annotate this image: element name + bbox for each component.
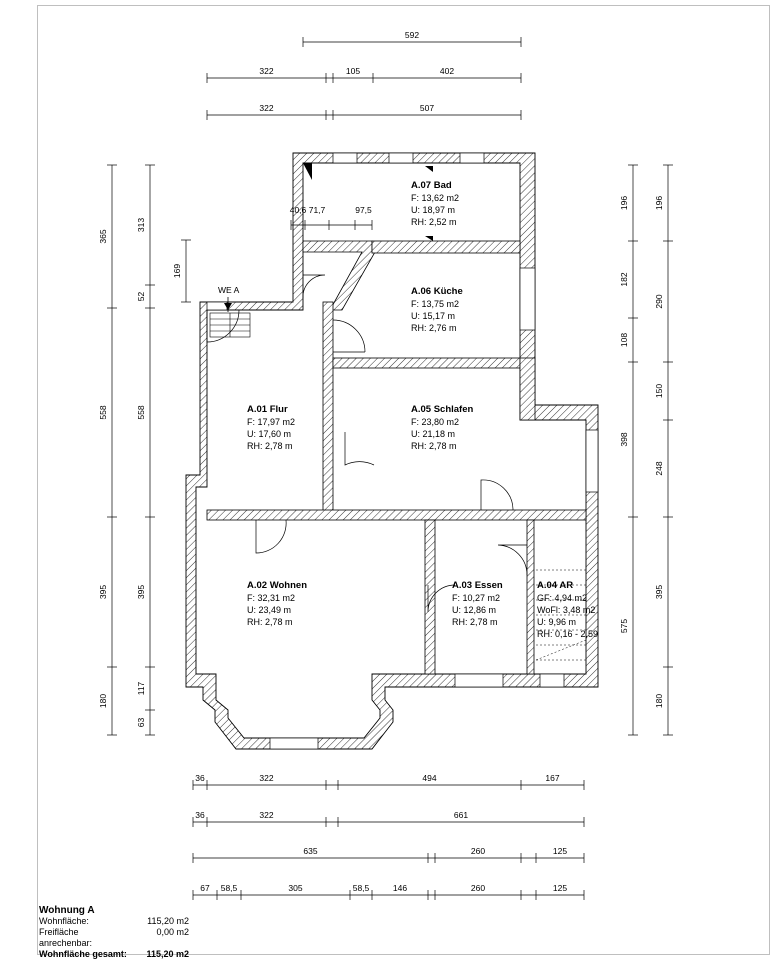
dimension-label: 58,5 [220,883,238,893]
dimension-label: 36 [195,810,205,820]
dimension-label: 290 [654,294,664,309]
dimension-label: 125 [552,883,568,893]
dimension-label: 395 [136,584,146,600]
dimension-label: 558 [98,405,108,420]
dimension-label: 150 [654,383,664,399]
dimension-label: 58,5 [352,883,370,893]
room-perimeter: U: 21,18 m [411,429,456,439]
dimension-label: 305 [288,883,303,893]
summary-value: 115,20 m2 [147,916,189,926]
room-perimeter: U: 15,17 m [411,311,456,321]
room-name: A.06 Küche [411,286,463,297]
summary-label: Freifläche anrechenbar: [39,927,93,948]
dimension-label: 180 [654,693,664,709]
room-height: RH: 2,78 m [247,617,293,627]
dimension-label: 196 [619,195,629,211]
summary-value: 0,00 m2 [156,927,189,937]
dimension-label: 108 [619,332,629,348]
dimension-label: 575 [619,618,629,634]
room-name: A.03 Essen [452,580,503,591]
dimension-label: 117 [136,681,146,696]
room-name: A.01 Flur [247,404,288,415]
dimension-label: 494 [422,773,437,783]
dimension-label: 322 [259,773,274,783]
dimension-label: 402 [439,66,455,76]
summary-title: Wohnung A [39,905,95,916]
dimension-label: 395 [654,584,664,600]
summary-label: Wohnfläche: [39,916,89,926]
room-kueche [411,286,463,334]
room-height: RH: 0,16 - 2,59 [537,629,599,639]
room-name: A.05 Schlafen [411,404,474,415]
dimension-label: 313 [136,217,146,233]
room-schlafen [411,404,473,452]
dimension-label: 167 [545,773,560,783]
room-perimeter: U: 12,86 m [452,605,497,615]
room-area: F: 13,62 m2 [411,193,460,203]
dimension-label: 260 [470,883,486,893]
dimension-label: 365 [98,229,108,244]
room-gross-area: GF: 4,94 m2 [537,593,588,603]
dimension-label: 260 [470,846,486,856]
dimension-label: 71,7 [308,205,326,215]
room-perimeter: U: 23,49 m [247,605,292,615]
room-name: A.07 Bad [411,180,452,191]
room-area: F: 23,80 m2 [411,417,460,427]
dimension-label: 322 [259,810,274,820]
area-summary [39,905,189,960]
room-name: A.04 AR [537,580,574,591]
room-perimeter: U: 9,96 m [537,617,577,627]
dimension-label: 169 [172,263,182,279]
room-living-area: WoFl: 3,48 m2 [537,605,596,615]
room-name: A.02 Wohnen [247,580,307,591]
room-bad [411,180,459,228]
dimension-label: 661 [453,810,469,820]
summary-row-total [39,949,189,960]
room-area: F: 13,75 m2 [411,299,460,309]
room-height: RH: 2,78 m [452,617,498,627]
dimension-label: 40,6 [289,205,307,215]
room-wohnen [247,580,307,628]
dimension-label: 67 [200,883,210,893]
dimension-label: 125 [552,846,568,856]
dimension-label: 398 [619,432,629,447]
dimension-label: 322 [259,66,274,76]
entrance-stairs [210,313,250,337]
dimension-label: 507 [419,103,435,113]
dimension-label: 635 [303,846,318,856]
room-flur [247,404,295,452]
room-essen [452,580,503,628]
dimension-label: 36 [195,773,205,783]
dimension-label: 182 [619,272,629,287]
dimension-label: 63 [136,717,146,728]
room-area: F: 17,97 m2 [247,417,296,427]
dimension-label: 97,5 [355,205,372,215]
room-height: RH: 2,78 m [247,441,293,451]
dimension-label: 395 [98,584,108,600]
dimension-label: 592 [404,30,420,40]
room-area: F: 10,27 m2 [452,593,501,603]
room-perimeter: U: 17,60 m [247,429,292,439]
room-height: RH: 2,76 m [411,323,457,333]
dimension-label: 180 [98,693,108,709]
dimension-label: 322 [259,103,274,113]
dimension-label: 105 [345,66,361,76]
summary-value: 115,20 m2 [146,949,189,959]
dimension-label: 52 [136,291,146,302]
summary-row [39,927,189,949]
dimension-label: 558 [136,405,146,420]
room-ar [537,580,598,640]
entrance-label: WE A [218,285,240,295]
summary-row [39,916,189,927]
room-area: F: 32,31 m2 [247,593,296,603]
summary-label: Wohnfläche gesamt: [39,949,127,959]
dimension-label: 196 [654,195,664,211]
room-perimeter: U: 18,97 m [411,205,456,215]
room-height: RH: 2,52 m [411,217,457,227]
dimension-label: 146 [392,883,408,893]
dimension-label: 248 [654,461,664,476]
room-height: RH: 2,78 m [411,441,457,451]
